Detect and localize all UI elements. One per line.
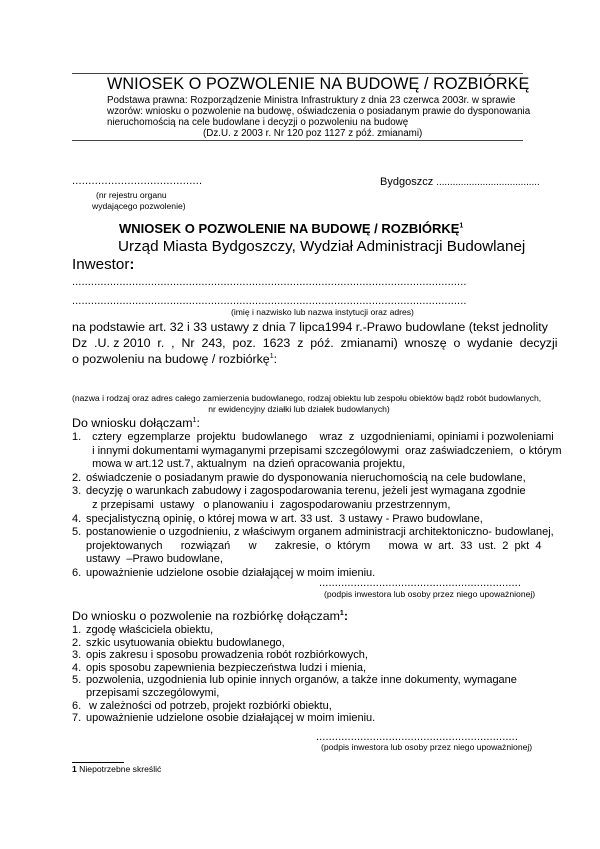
footnote-ref: 1: [459, 222, 464, 230]
investor-caption: (imię i nazwisko lub nazwa instytucji oraz adres): [231, 307, 414, 317]
list-item-line: w zależności od potrzeb, projekt rozbiórki obiektu,: [86, 699, 332, 712]
footnote-ref: 1: [269, 352, 274, 360]
build-signature-caption: (podpis inwestora lub osoby przez niego upoważnionej): [324, 589, 536, 599]
demolition-attachments-heading: [72, 609, 348, 623]
request-paragraph: [72, 319, 558, 367]
list-item-number: 6.: [72, 566, 82, 579]
registry-caption-line: (nr rejestru organu: [96, 190, 167, 200]
investor-label-text: Inwestor: [72, 256, 130, 273]
footnote-text: Niepotrzebne skreślić: [76, 764, 162, 774]
list-item: [72, 431, 562, 472]
list-item: [72, 700, 532, 713]
footnote-ref: 1: [192, 416, 197, 424]
list-item-number: 3.: [72, 485, 82, 498]
list-item-line: mowa w art.12 ust.7, aktualnym na dzień opracowania projektu,: [86, 458, 406, 471]
list-item-line: szkic usytuowania obiektu budowlanego,: [86, 636, 285, 649]
list-item-line: specjalistyczną opinię, o której mowa w art. 33 ust. 3 ustawy - Prawo budowlane,: [86, 512, 483, 525]
request-line-colon: :: [273, 352, 278, 366]
investor-field-1[interactable]: .............................................................................................................................: [72, 276, 467, 288]
demolition-heading-text: Do wniosku o pozwolenie na rozbiórkę dołączam: [72, 609, 340, 623]
office-name: Urząd Miasta Bydgoszczy, Wydział Administracji Budowlanej: [118, 238, 526, 255]
build-attachments-heading: [72, 416, 200, 430]
legal-basis-line: nieruchomością na cele budowlane i decyzji o pozwoleniu na budowę: [107, 117, 409, 128]
investor-field-2[interactable]: .............................................................................................................................: [72, 295, 467, 307]
list-item-number: 1.: [72, 431, 82, 443]
legal-basis-line: Podstawa prawna: Rozporządzenie Ministra Infrastruktury z dnia 23 czerwca 2003r. w sprawie: [107, 95, 516, 106]
list-item-line: upoważnienie udzielone osobie działającej w moim imieniu.: [86, 712, 376, 725]
footnote: [72, 764, 161, 775]
list-item-number: 2.: [72, 471, 82, 484]
list-item-line: decyzję o warunkach zabudowy i zagospodarowania terenu, jeżeli jest wymagana zgodnie: [86, 485, 526, 498]
list-item: [72, 637, 532, 650]
list-item-line: z przepisami ustawy o planowaniu i zagospodarowaniu przestrzennym,: [86, 498, 451, 511]
list-item-line: opis sposobu zapewnienia bezpieczeństwa ludzi i mienia,: [86, 661, 367, 674]
list-item-number: 4.: [72, 512, 82, 525]
scope-caption: [72, 393, 542, 414]
list-item-number: 5.: [72, 674, 82, 687]
demolition-heading-colon: :: [343, 609, 348, 623]
list-item-line: upoważnienie udzielone osobie działającej w moim imieniu.: [86, 566, 376, 579]
list-item-line: przepisami szczególowymi,: [86, 686, 220, 699]
list-item-line: opis zakresu i sposobu prowadzenia robót rozbiórkowych,: [86, 649, 368, 662]
list-item-number: 1.: [72, 624, 82, 636]
list-item-line: oświadczenie o posiadanym prawie do dysponowania nieruchomością na cele budowlane,: [86, 471, 526, 484]
list-item-line: postanowienie o uzgodnieniu, z właściwym organem administracji architektoniczno- budowlanej,: [86, 526, 554, 539]
footnote-rule: [72, 762, 124, 763]
request-line: Dz .U. z 2010 r. , Nr 243, poz. 1623 z póź. zmianami) wnoszę o wydanie decyzji: [72, 336, 558, 350]
list-item-line: i innymi dokumentami wymaganymi przepisami szczególowymi oraz zaświadczeniem, o którym: [86, 444, 562, 457]
list-item-line: pozwolenia, uzgodnienia lub opinie innych organów, a także inne dokumenty, wymagane: [86, 674, 517, 687]
scope-caption-line: (nazwa i rodzaj oraz adres całego zamierzenia budowlanego, rodzaj obiektu lub zespołu obiektów bądź robót budowlanych,: [72, 393, 542, 403]
form-title-text: WNIOSEK O POZWOLENIE NA BUDOWĘ /: [119, 221, 382, 236]
header-title: WNIOSEK O POZWOLENIE NA BUDOWĘ / ROZBIÓRKĘ: [107, 75, 530, 93]
list-item-number: 7.: [72, 712, 82, 725]
list-item: [72, 526, 554, 567]
top-rule: [72, 73, 523, 74]
date-field[interactable]: ......................................: [436, 177, 540, 188]
list-item-number: 2.: [72, 636, 82, 649]
form-title: [119, 221, 463, 236]
list-item: [72, 472, 532, 486]
list-item: [72, 624, 532, 637]
legal-basis: [107, 95, 530, 139]
header-bottom-rule: [72, 140, 523, 141]
list-item-line: cztery egzemplarze projektu budowlanego wraz z uzgodnieniami, opiniami i pozwoleniami: [86, 431, 554, 443]
list-item-number: 3.: [72, 649, 82, 662]
build-heading-colon: :: [196, 416, 200, 430]
list-item: [72, 712, 532, 725]
registry-caption-line: wydającego pozwolenie): [92, 201, 186, 211]
demolition-attachments-list: [72, 624, 532, 725]
registry-number-field[interactable]: ........................................: [72, 175, 203, 187]
list-item: [72, 662, 532, 675]
list-item-number: 6.: [72, 699, 82, 712]
investor-colon: :: [129, 256, 135, 273]
place-date: [380, 176, 540, 188]
list-item: [72, 513, 532, 527]
demolition-signature-field[interactable]: ................................................................: [316, 731, 518, 743]
list-item-line: ustawy –Prawo budowlane,: [86, 553, 223, 566]
list-item-number: 4.: [72, 661, 82, 674]
request-line-text: o pozwoleniu na budowę / rozbiórkę: [72, 352, 270, 366]
footnote-ref: 1: [339, 609, 344, 617]
build-signature-field[interactable]: ................................................................: [319, 577, 521, 589]
list-item: [72, 485, 532, 512]
demolition-signature-caption: (podpis inwestora lub osoby przez niego upoważnionej): [321, 742, 533, 752]
legal-basis-line: (Dz.U. z 2003 r. Nr 120 poz 1127 z póź. zmianami): [203, 128, 423, 139]
list-item: [72, 649, 532, 662]
registry-caption: [92, 190, 186, 212]
footnote-number: 1: [72, 764, 77, 774]
list-item-line: zgodę właściciela obiektu,: [86, 624, 214, 636]
list-item-line: projektowanych rozwiązań w zakresie, o którym mowa w art. 33 ust. 2 pkt 4: [86, 539, 542, 552]
list-item-number: 5.: [72, 526, 82, 539]
request-line: [72, 351, 526, 367]
request-line: na podstawie art. 32 i 33 ustawy z dnia 7 lipca1994 r.-Prawo budowlane (tekst jednolity: [72, 320, 548, 334]
scope-caption-line: nr ewidencyjny działki lub działek budowlanych): [208, 403, 390, 414]
list-item: [72, 674, 532, 699]
build-heading-text: Do wniosku dołączam: [72, 416, 193, 430]
city-label: Bydgoszcz: [380, 176, 434, 188]
investor-label: [72, 256, 134, 273]
form-title-bold: ROZBIÓRKĘ: [381, 221, 460, 236]
build-attachments-list: [72, 431, 562, 581]
legal-basis-line: wzorów: wniosku o pozwolenie na budowę, oświadczenia o posiadanym prawie do dysponowania: [107, 106, 531, 117]
